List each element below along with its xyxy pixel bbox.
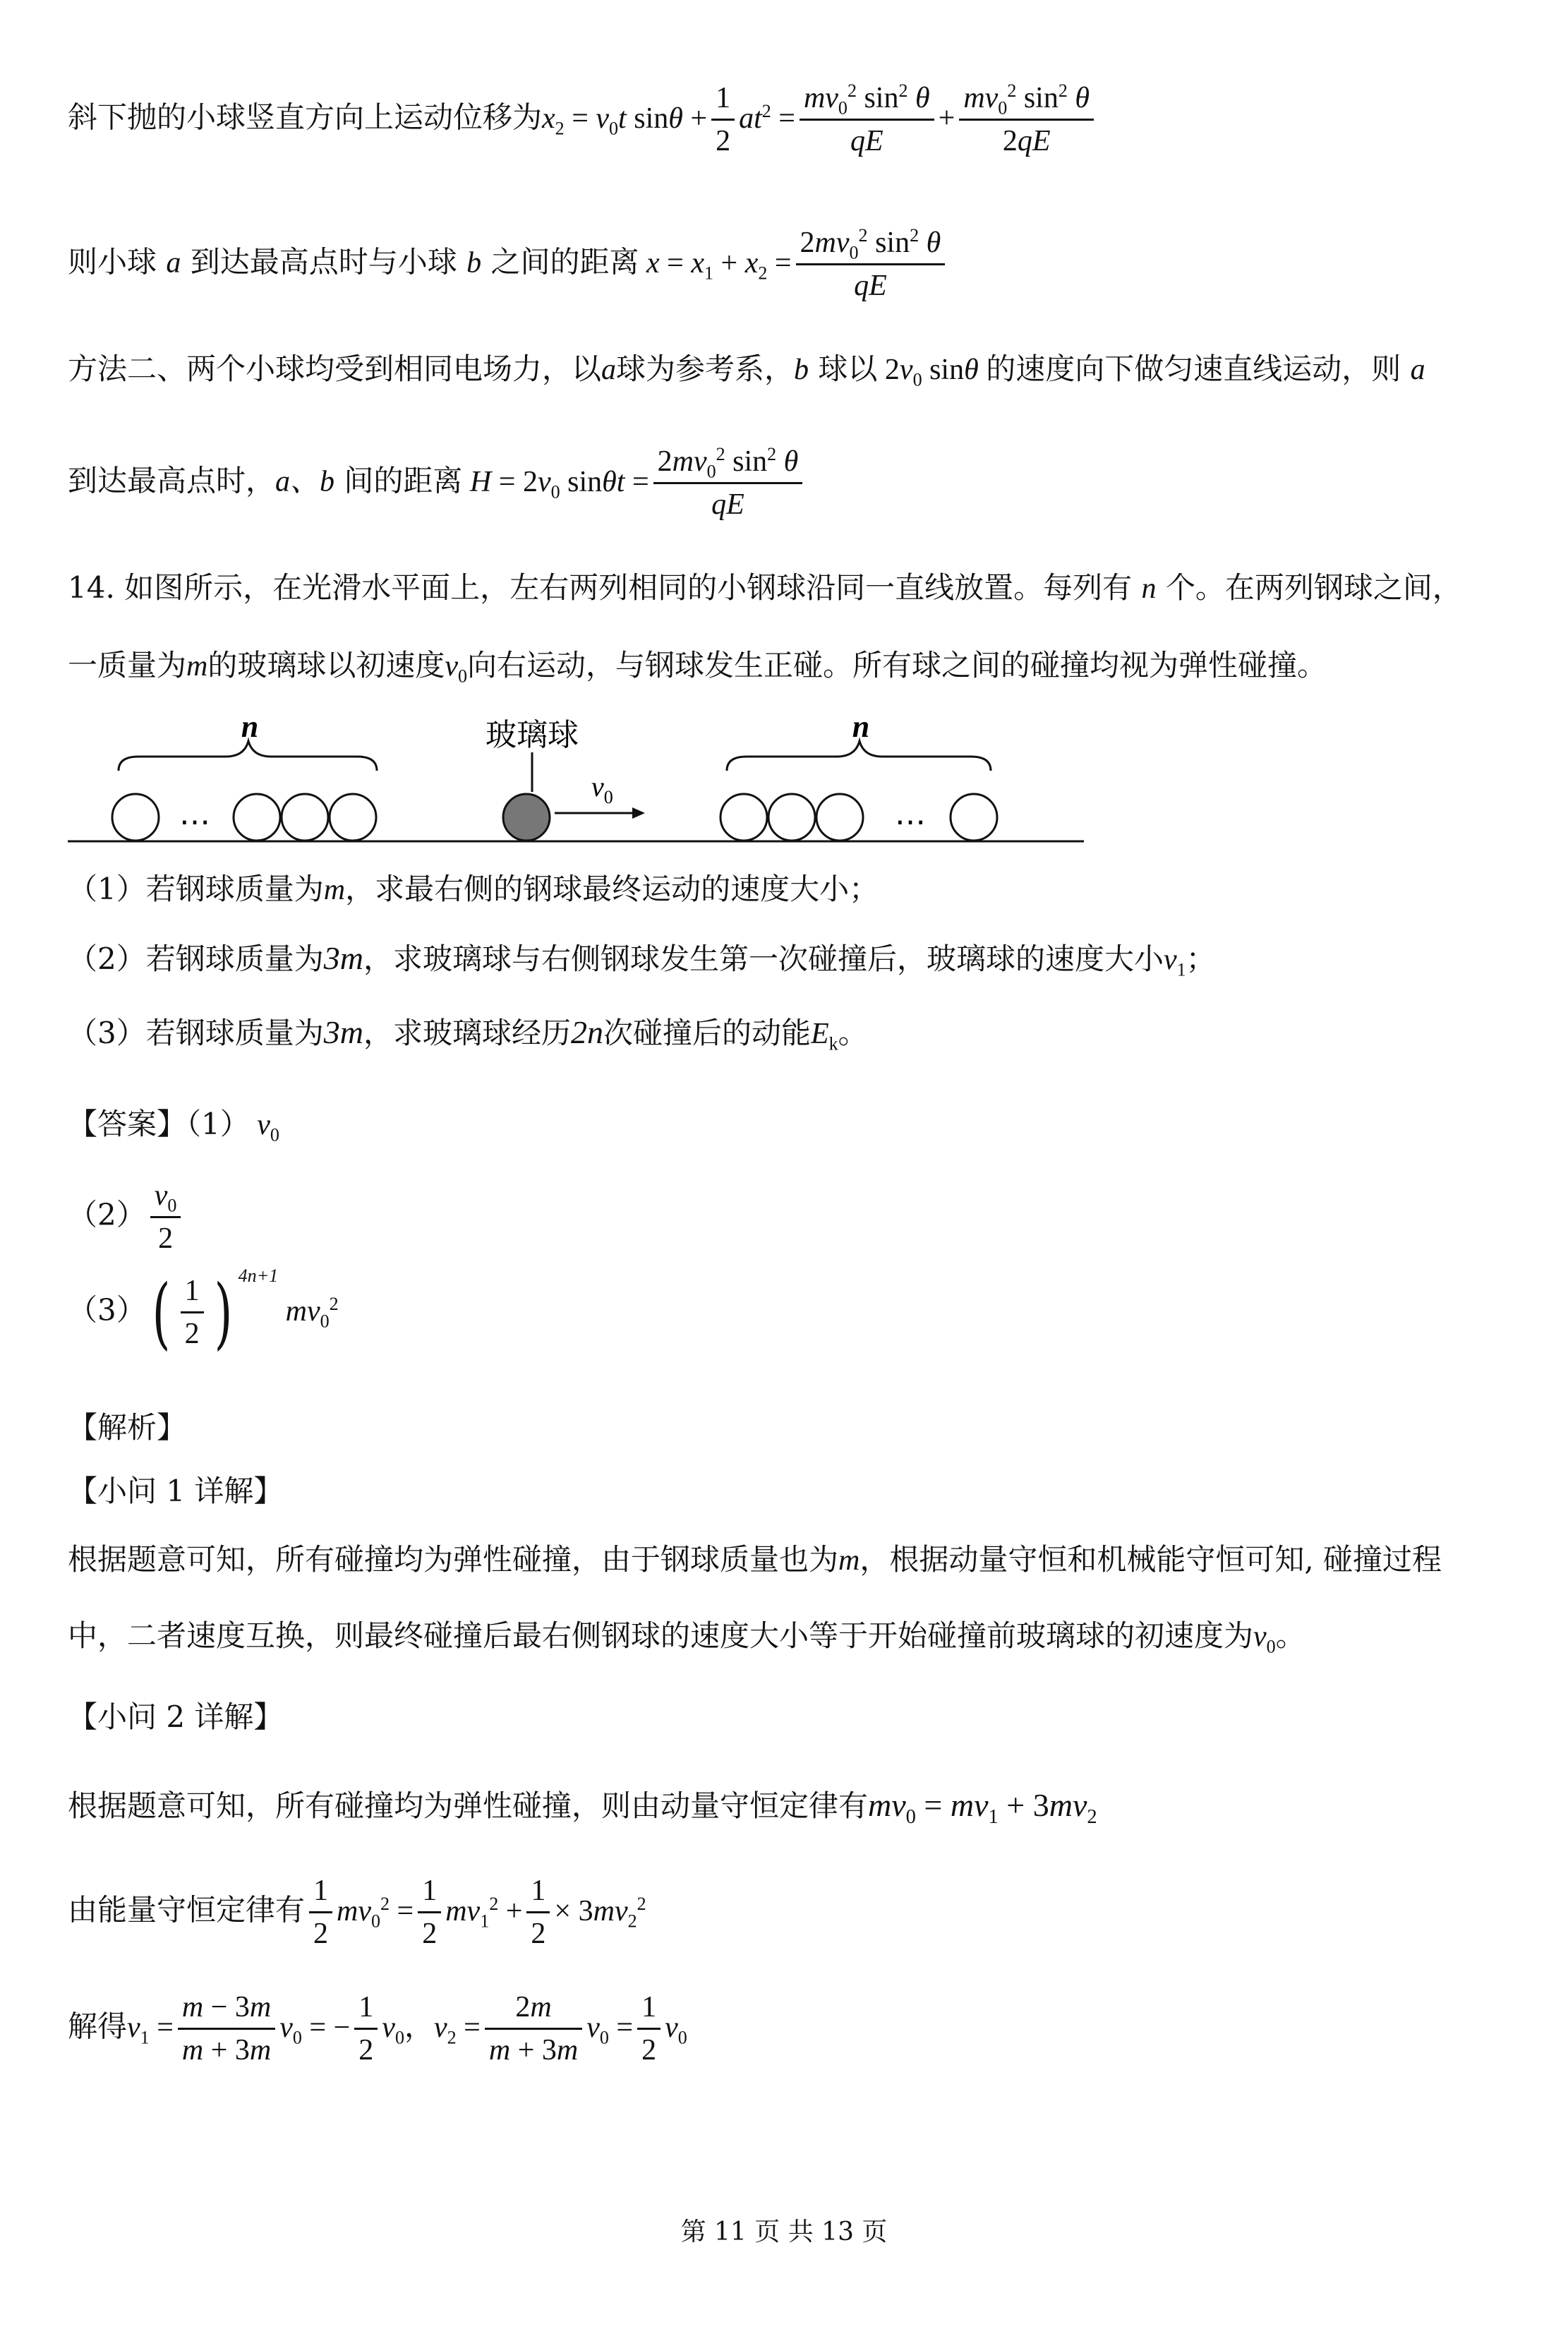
q2-momentum: 根据题意可知，所有碰撞均为弹性碰撞，则由动量守恒定律有$mv_0 = mv_1 + 3mv_2$ <box>68 1787 1097 1829</box>
right-ball-3 <box>816 794 863 841</box>
q1-detail-label: 【小问 1 详解】 <box>68 1474 284 1508</box>
glass-ball <box>503 794 550 841</box>
answer-1: 【答案】（1） $v_0$ <box>68 1107 279 1145</box>
page-footer: 第 11 页 共 13 页 <box>680 2218 888 2246</box>
method2-line1: 方法二、两个小球均受到相同电场力，以a球为参考系，b 球以 $2v_0$ sinθ 的速度向下做匀速直线运动，则 a <box>68 351 1425 390</box>
right-brace <box>727 741 991 771</box>
left-ball-4 <box>330 794 376 841</box>
q2-detail-label: 【小问 2 详解】 <box>68 1700 284 1734</box>
eq-line-x2: 斜下抛的小球竖直方向上运动位移为$x_2 = v_0t$ sinθ + $\frac{1}{2}$ $at^2$ = $\frac{mv_0^2 \sin^2 \theta}{qE}$ + $\frac{mv_0^2 \sin^2 \theta}{2qE}$ <box>68 78 1098 162</box>
right-ball-2 <box>768 794 815 841</box>
velocity-arrowhead <box>632 807 645 819</box>
sub-question-2: （2）若钢球质量为3m，求玻璃球与右侧钢球发生第一次碰撞后，玻璃球的速度大小$v_1$； <box>68 940 1216 980</box>
q1-text-line2: 中，二者速度互换，则最终碰撞后最右侧钢球的速度大小等于开始碰撞前玻璃球的初速度为$v_0$。 <box>68 1618 1305 1657</box>
left-ball-1 <box>112 794 159 841</box>
q14-line1: 14. 如图所示，在光滑水平面上，左右两列相同的小钢球沿同一直线放置。每列有 n 个。在两列钢球之间， <box>68 570 1462 605</box>
answer-2: （2） $\frac{v_0}{2}$ <box>68 1175 185 1259</box>
method2-line2: 到达最高点时，a、b 间的距离 $H = 2v_0$ sinθt = $\frac{2mv_0^2 \sin^2 \theta}{qE}$ <box>68 441 807 525</box>
right-n-label: n <box>852 713 870 744</box>
collision-diagram <box>68 713 1112 854</box>
eq-line-x: 则小球 a 到达最高点时与小球 b 之间的距离 $x = x_1 + x_2$ = $\frac{2mv_0^2 \sin^2 \theta}{qE}$ <box>68 222 949 306</box>
right-ellipsis: … <box>895 796 926 832</box>
right-ball-4 <box>951 794 997 841</box>
glass-ball-label: 玻璃球 <box>486 717 579 753</box>
q1-text-line1: 根据题意可知，所有碰撞均为弹性碰撞，由于钢球质量也为m，根据动量守恒和机械能守恒可知, 碰撞过程 <box>68 1542 1442 1577</box>
analysis-label: 【解析】 <box>68 1410 187 1445</box>
answer-3: （3）( $\frac{1}{2}$ ) $^{4n+1}$ $mv_0^2$ <box>68 1265 339 1358</box>
q14-line2: 一质量为m的玻璃球以初速度$v_0$向右运动，与钢球发生正碰。所有球之间的碰撞均视为弹性碰撞。 <box>68 648 1327 687</box>
sub-question-3: （3）若钢球质量为3m，求玻璃球经历2n次碰撞后的动能$E_k$。 <box>68 1014 868 1054</box>
left-brace <box>119 741 377 771</box>
left-n-label: n <box>241 713 259 744</box>
right-ball-1 <box>720 794 767 841</box>
sub-question-1: （1）若钢球质量为m，求最右侧的钢球最终运动的速度大小； <box>68 872 879 906</box>
left-ball-3 <box>282 794 328 841</box>
velocity-label: $v_0$ <box>591 771 613 807</box>
left-ball-2 <box>234 794 280 841</box>
q2-energy: 由能量守恒定律有 $\frac{1}{2}$ $mv_0^2$ = $\frac{1}{2}$ $mv_1^2$ + $\frac{1}{2}$ × $3mv_2^2$ <box>68 1870 646 1954</box>
left-ellipsis: … <box>179 796 210 832</box>
q2-solution: 解得$v_1$ = $\frac{m - 3m}{m + 3m}$ $v_0$ = − $\frac{1}{2}$ $v_0$，$v_2$ = $\frac{2m}{m + 3m}$ $v_0$ = $\frac{1}{2}$ $v_0$ <box>68 1987 687 2071</box>
